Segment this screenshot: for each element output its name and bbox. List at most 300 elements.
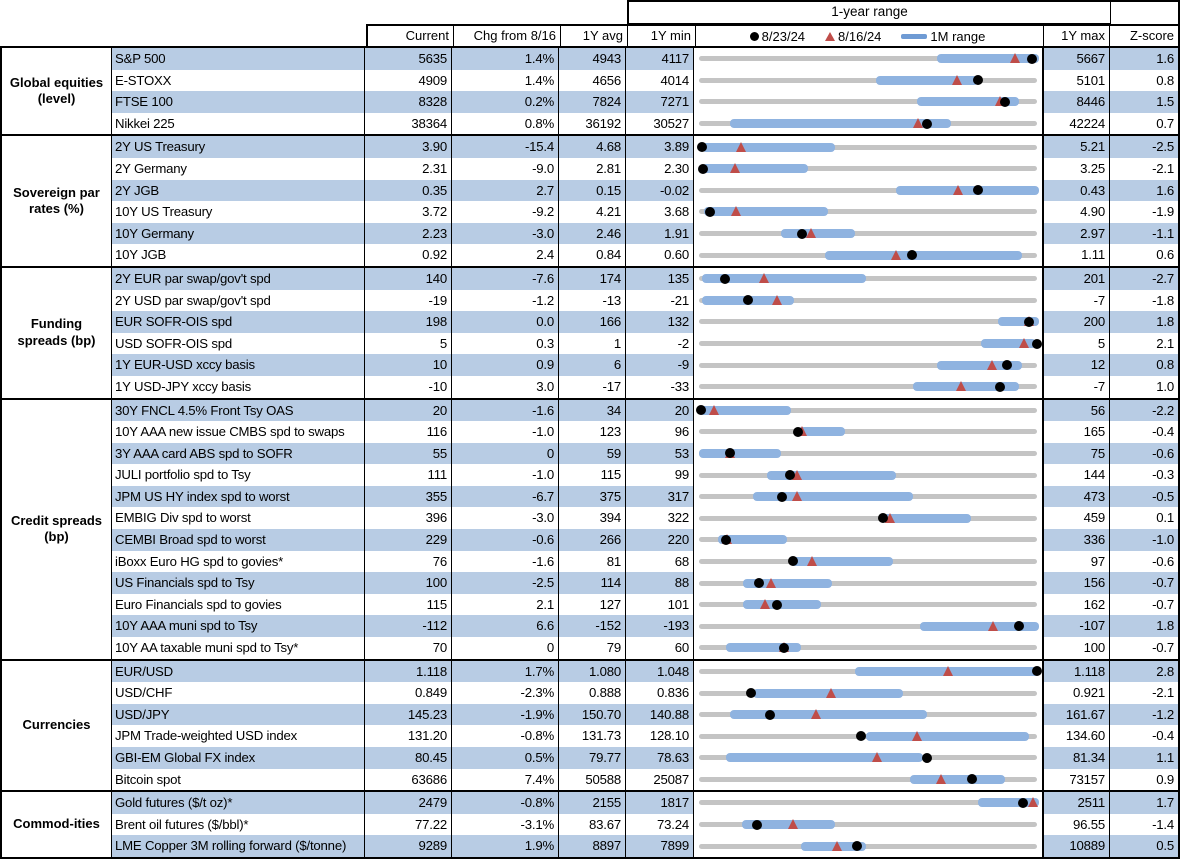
one-month-range-bar [704,207,828,216]
cell-chg: 0.0 [451,311,558,333]
triangle-8-16-marker [1019,338,1029,348]
cell-min: -0.02 [625,180,693,202]
cell-chg: -3.0 [451,507,558,529]
triangle-8-16-marker [766,578,776,588]
red-triangle-icon [825,32,835,41]
range-chart-cell [693,725,1043,747]
cell-chg: 0.5% [451,747,558,769]
range-chart-cell [693,529,1043,551]
triangle-8-16-marker [807,556,817,566]
dot-8-23-marker [705,207,715,217]
cell-max: 12 [1043,354,1109,376]
cell-max: 459 [1043,507,1109,529]
cell-avg: 394 [558,507,625,529]
cell-min: 3.68 [625,201,693,223]
cell-name: 10Y JGB [115,247,167,263]
dot-8-23-marker [922,753,932,763]
column-header-1y-avg: 1Y avg [560,26,627,46]
cell-z: 0.7 [1109,113,1178,135]
cell-current: 0.92 [364,244,451,266]
dot-8-23-marker [779,643,789,653]
cell-current: 5635 [364,48,451,70]
dot-8-23-marker [772,600,782,610]
range-chart-cell [693,682,1043,704]
range-chart-cell [693,223,1043,245]
dot-8-23-marker [797,229,807,239]
one-month-range-bar [699,449,781,458]
cell-z: -0.7 [1109,594,1178,616]
cell-avg: 79 [558,637,625,659]
cell-name: 2Y USD par swap/gov't spd [115,292,271,308]
dot-8-23-marker [1018,798,1028,808]
triangle-8-16-marker [1028,797,1038,807]
section-rows [112,48,1178,134]
range-chart-cell [693,594,1043,616]
cell-name: JPM US HY index spd to worst [112,486,364,508]
cell-current: 55 [364,443,451,465]
cell-max: 201 [1043,268,1109,290]
cell-chg: 0 [451,637,558,659]
table-row [112,201,1178,223]
one-month-range-bar [726,643,801,652]
cell-chg: -9.2 [451,201,558,223]
table-row [112,551,1178,573]
cell-current: 229 [364,529,451,551]
cell-avg: 6 [558,354,625,376]
triangle-8-16-marker [987,360,997,370]
section-rows [112,400,1178,659]
dot-8-23-marker [1002,360,1012,370]
cell-name: 2Y EUR par swap/gov't spd [112,268,364,290]
cell-z: 2.1 [1109,333,1178,355]
dot-8-23-marker [922,119,932,129]
cell-current: 38364 [364,113,451,135]
triangle-8-16-marker [956,381,966,391]
cell-avg: 4.21 [558,201,625,223]
cell-avg: 150.70 [558,704,625,726]
cell-chg: 1.4% [451,70,558,92]
cell-z: -2.2 [1109,400,1178,422]
cell-chg: 0.3 [451,333,558,355]
cell-current: 111 [364,464,451,486]
cell-z: 1.8 [1109,615,1178,637]
cell-current: 8328 [364,91,451,113]
table-row [112,572,1178,594]
cell-name: 2Y US Treasury [112,136,364,158]
dot-8-23-marker [765,710,775,720]
cell-z: -2.5 [1109,136,1178,158]
table-section [2,790,1178,857]
cell-name: S&P 500 [112,48,364,70]
cell-max: 10889 [1043,835,1109,857]
range-chart-cell [693,180,1043,202]
cell-avg: -17 [558,376,625,398]
blue-bar-icon [901,34,927,39]
cell-max: 336 [1043,529,1109,551]
cell-max: 1.118 [1043,661,1109,683]
cell-z: 1.0 [1109,376,1178,398]
cell-max: 42224 [1043,113,1109,135]
one-month-range-bar [937,54,1039,63]
cell-name: 10Y US Treasury [115,204,213,220]
cell-current: -112 [364,615,451,637]
table-row [112,682,1178,704]
cell-max: 81.34 [1043,747,1109,769]
triangle-8-16-marker [1010,53,1020,63]
cell-avg: 34 [558,400,625,422]
triangle-8-16-marker [811,709,821,719]
cell-avg: 79.77 [558,747,625,769]
cell-max: 473 [1043,486,1109,508]
range-column-title: 1-year range [627,0,1111,24]
dot-8-23-marker [754,578,764,588]
cell-chg: 2.4 [451,244,558,266]
range-track [699,844,1037,849]
cell-avg: 1 [558,333,625,355]
cell-current: 80.45 [364,747,451,769]
table-row [112,70,1178,92]
cell-avg: 50588 [558,769,625,791]
cell-name: LME Copper 3M rolling forward ($/tonne) [112,835,364,857]
cell-min: 220 [625,529,693,551]
cell-max: 144 [1043,464,1109,486]
cell-name: 10Y AAA new issue CMBS spd to swaps [115,424,345,440]
cell-avg: 131.73 [558,725,625,747]
cell-avg: -13 [558,290,625,312]
table-row [112,91,1178,113]
cell-min: 132 [625,311,693,333]
cell-chg: -6.7 [451,486,558,508]
cell-z: -2.1 [1109,682,1178,704]
range-chart-cell [693,615,1043,637]
cell-name: 2Y Germany [115,160,187,176]
cell-chg: -1.6 [451,551,558,573]
table-row [112,814,1178,836]
range-chart-cell [693,769,1043,791]
cell-min: 73.24 [625,814,693,836]
cell-current: 70 [364,637,451,659]
cell-min: 88 [625,572,693,594]
column-header-z-score: Z-score [1109,26,1178,46]
cell-chg: -15.4 [451,136,558,158]
cell-min: 128.10 [625,725,693,747]
cell-max: 100 [1043,637,1109,659]
triangle-8-16-marker [736,142,746,152]
table-section [2,134,1178,266]
range-chart-cell [693,661,1043,683]
cell-min: 25087 [625,769,693,791]
cell-z: -1.8 [1109,290,1178,312]
cell-current: 20 [364,400,451,422]
cell-chg: 3.0 [451,376,558,398]
table-body [0,46,1180,859]
cell-chg: -1.2 [451,290,558,312]
dot-8-23-marker [746,688,756,698]
cell-avg: 4.68 [558,136,625,158]
cell-avg: 0.15 [558,180,625,202]
cell-current: 116 [364,421,451,443]
cell-min: -21 [625,290,693,312]
range-chart-cell [693,91,1043,113]
cell-name: Nikkei 225 [115,115,175,131]
cell-min: -2 [625,333,693,355]
cell-max: 162 [1043,594,1109,616]
cell-avg: 1.080 [558,661,625,683]
cell-avg: 7824 [558,91,625,113]
range-chart-cell [693,376,1043,398]
cell-chg: -2.3% [451,682,558,704]
table-row [112,400,1178,422]
cell-avg: 2155 [558,792,625,814]
cell-min: 30527 [625,113,693,135]
cell-min: 317 [625,486,693,508]
range-chart-cell [693,333,1043,355]
section-rows [112,268,1178,398]
dot-8-23-marker [696,405,706,415]
range-chart-cell [693,290,1043,312]
cell-max: -7 [1043,376,1109,398]
cell-z: 0.1 [1109,507,1178,529]
range-chart-cell [693,835,1043,857]
cell-name: US Financials spd to Tsy [112,572,364,594]
cell-min: 1817 [625,792,693,814]
cell-chg: -0.6 [451,529,558,551]
triangle-8-16-marker [731,206,741,216]
table-row [112,180,1178,202]
header-row [366,24,1180,46]
triangle-8-16-marker [872,752,882,762]
cell-current: 396 [364,507,451,529]
cell-max: 161.67 [1043,704,1109,726]
triangle-8-16-marker [760,599,770,609]
cell-avg: 81 [558,551,625,573]
table-row [112,158,1178,180]
dot-8-23-marker [907,250,917,260]
cell-min: 7899 [625,835,693,857]
cell-current: 3.72 [364,201,451,223]
range-chart-cell [693,311,1043,333]
legend-bar-label: 1M range [930,28,986,44]
table-row [112,48,1178,70]
triangle-8-16-marker [936,774,946,784]
cell-current: 2.31 [364,158,451,180]
section-rows [112,136,1178,266]
triangle-8-16-marker [952,75,962,85]
cell-avg: 375 [558,486,625,508]
cell-name: E-STOXX [115,72,172,88]
table-row [112,268,1178,290]
table-row [112,244,1178,266]
cell-z: -0.3 [1109,464,1178,486]
cell-avg: 115 [558,464,625,486]
cell-min: 135 [625,268,693,290]
dot-8-23-marker [973,75,983,85]
triangle-8-16-marker [912,731,922,741]
cell-chg: -3.1% [451,814,558,836]
dot-8-23-marker [1000,97,1010,107]
cell-max: -107 [1043,615,1109,637]
cell-max: 73157 [1043,769,1109,791]
cell-name: CEMBI Broad spd to worst [112,529,364,551]
table-row [112,113,1178,135]
cell-z: 0.6 [1109,244,1178,266]
legend-bar-item [901,27,985,46]
dot-8-23-marker [793,427,803,437]
cell-max: 0.43 [1043,180,1109,202]
cell-z: 1.5 [1109,91,1178,113]
cell-max: 134.60 [1043,725,1109,747]
cell-name: FTSE 100 [112,91,364,113]
section-label: Sovereign par rates (%) [2,136,112,266]
legend-triangle-label: 8/16/24 [838,28,882,44]
cell-min: 0.60 [625,244,693,266]
cell-chg: 7.4% [451,769,558,791]
cell-name: 30Y FNCL 4.5% Front Tsy OAS [112,400,364,422]
triangle-8-16-marker [772,295,782,305]
triangle-8-16-marker [832,841,842,851]
cell-chg: -1.0 [451,421,558,443]
cell-z: -2.1 [1109,158,1178,180]
triangle-8-16-marker [943,666,953,676]
cell-avg: 36192 [558,113,625,135]
dot-8-23-marker [852,841,862,851]
cell-name: EMBIG Div spd to worst [115,510,251,526]
dot-8-23-marker [995,382,1005,392]
cell-name: EUR SOFR-OIS spd [112,311,364,333]
cell-avg: 2.81 [558,158,625,180]
one-month-range-bar [702,143,835,152]
cell-avg: 174 [558,268,625,290]
cell-current: 2.23 [364,223,451,245]
range-chart-cell [693,136,1043,158]
range-chart-cell [693,443,1043,465]
range-chart-cell [693,464,1043,486]
cell-current: 4909 [364,70,451,92]
cell-current: 1.118 [364,661,451,683]
cell-z: -0.4 [1109,725,1178,747]
dot-8-23-marker [1027,54,1037,64]
range-track [699,319,1037,324]
cell-z: 1.6 [1109,180,1178,202]
triangle-8-16-marker [792,491,802,501]
cell-z: 0.9 [1109,769,1178,791]
table-row [112,311,1178,333]
cell-avg: 4943 [558,48,625,70]
one-month-range-bar [730,710,927,719]
cell-min: -9 [625,354,693,376]
cell-avg: 114 [558,572,625,594]
legend-dot-item [750,27,805,46]
cell-min: 2.30 [625,158,693,180]
dot-8-23-marker [973,185,983,195]
cell-current: 76 [364,551,451,573]
range-track [699,429,1037,434]
cell-avg: 2.46 [558,223,625,245]
table-row [112,486,1178,508]
range-chart-cell [693,48,1043,70]
range-chart-cell [693,704,1043,726]
one-month-range-bar [910,775,1005,784]
column-header-1y-min: 1Y min [627,26,695,46]
cell-name: USD/CHF [115,685,173,701]
one-month-range-bar [896,186,1039,195]
cell-max: 75 [1043,443,1109,465]
cell-chg: 0.9 [451,354,558,376]
cell-current: 145.23 [364,704,451,726]
cell-z: 0.8 [1109,70,1178,92]
cell-current: -10 [364,376,451,398]
cell-max: 2.97 [1043,223,1109,245]
range-chart-cell [693,244,1043,266]
one-month-range-bar [743,600,821,609]
cell-avg: 123 [558,421,625,443]
cell-chg: 2.7 [451,180,558,202]
table-row [112,747,1178,769]
cell-z: 0.5 [1109,835,1178,857]
cell-max: 1.11 [1043,244,1109,266]
range-chart-cell [693,637,1043,659]
cell-current: 3.90 [364,136,451,158]
cell-chg: -0.8% [451,792,558,814]
cell-name: 2Y JGB [112,180,364,202]
table-row [112,421,1178,443]
cell-current: 198 [364,311,451,333]
cell-z: -1.2 [1109,704,1178,726]
cell-z: -0.6 [1109,551,1178,573]
cell-chg: -1.9% [451,704,558,726]
cell-avg: 0.888 [558,682,625,704]
table-row [112,769,1178,791]
cell-max: 0.921 [1043,682,1109,704]
cell-chg: -2.5 [451,572,558,594]
range-chart-cell [693,70,1043,92]
table-row [112,376,1178,398]
cell-max: 165 [1043,421,1109,443]
range-chart-cell [693,201,1043,223]
cell-name: Bitcoin spot [115,771,181,787]
range-chart-cell [693,113,1043,135]
dot-8-23-marker [720,274,730,284]
range-legend [695,26,1043,46]
cell-chg: 1.9% [451,835,558,857]
cell-name: Euro Financials spd to govies [115,596,282,612]
one-month-range-bar [726,753,923,762]
cell-name: Gold futures ($/t oz)* [112,792,364,814]
column-header-chg-from-8-16: Chg from 8/16 [453,26,560,46]
cell-name: 3Y AAA card ABS spd to SOFR [112,443,364,465]
table-row [112,464,1178,486]
cell-name: JULI portfolio spd to Tsy [115,467,251,483]
triangle-8-16-marker [891,250,901,260]
cell-name: iBoxx Euro HG spd to govies* [115,553,284,569]
header-row-top [627,0,1180,24]
cell-max: 4.90 [1043,201,1109,223]
cell-min: 3.89 [625,136,693,158]
cell-z: 1.7 [1109,792,1178,814]
cell-name: USD/JPY [112,704,364,726]
range-chart-cell [693,507,1043,529]
cell-current: 77.22 [364,814,451,836]
cell-min: 96 [625,421,693,443]
one-month-range-bar [702,164,807,173]
cell-min: 4014 [625,70,693,92]
range-chart-cell [693,792,1043,814]
cell-max: 156 [1043,572,1109,594]
section-label: Global equities (level) [2,48,112,134]
cell-chg: 0.8% [451,113,558,135]
cell-chg: -1.0 [451,464,558,486]
cell-name: Brent oil futures ($/bbl)* [115,816,249,832]
